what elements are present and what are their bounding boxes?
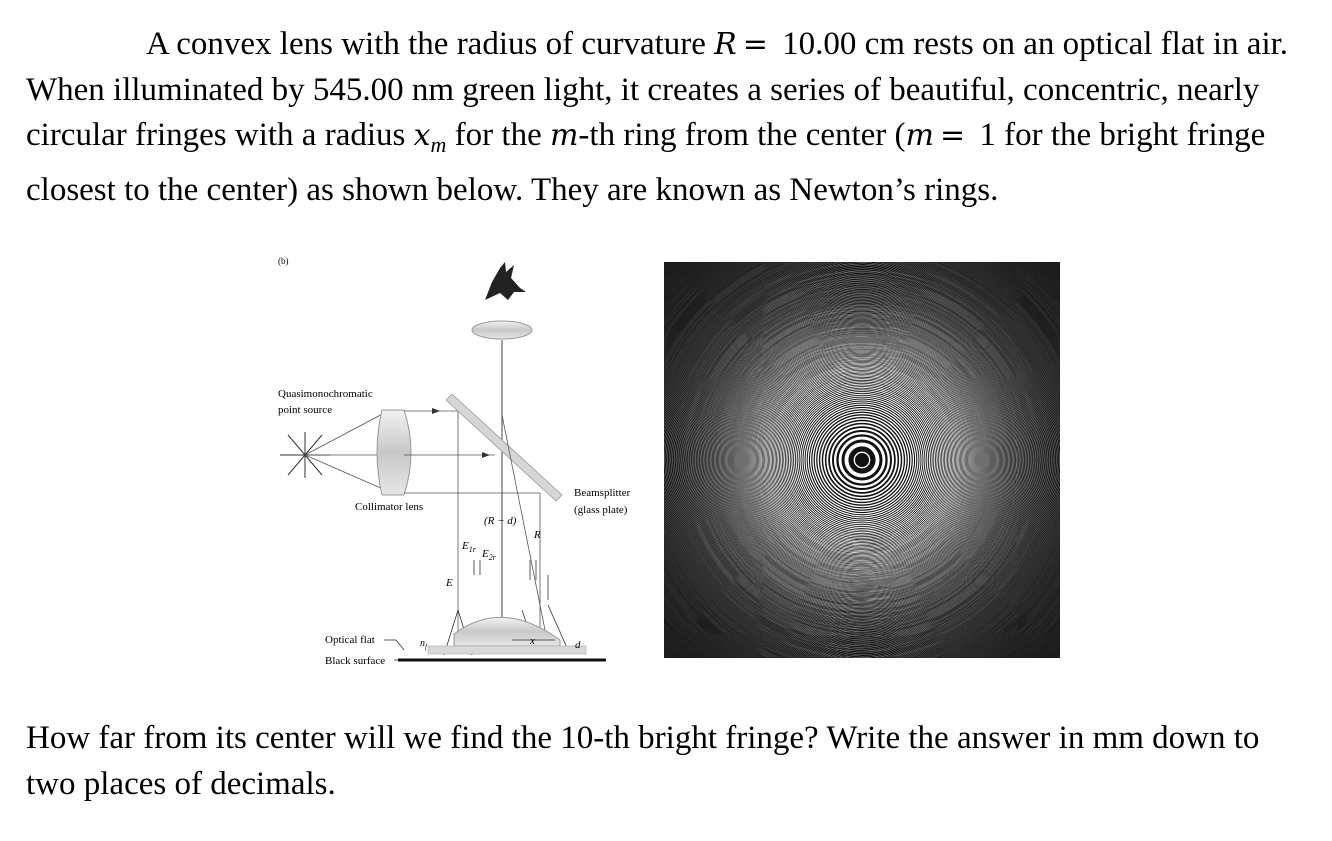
- newton-rings-setup-diagram: [268, 250, 648, 670]
- source-label-2: point source: [278, 404, 333, 416]
- optical-flat: [428, 646, 586, 654]
- fringe-radius-symbol: x: [413, 118, 431, 153]
- svg-text:nf: $n_f$: [420, 638, 427, 651]
- optical-flat-label: Optical flat: [325, 634, 375, 646]
- radius-symbol: R: [714, 27, 737, 62]
- r-label: R: [534, 529, 541, 541]
- beamsplitter-label-1: Beamsplitter: [574, 487, 631, 499]
- central-dark-spot: [855, 453, 869, 467]
- nf-label: n: [420, 638, 425, 649]
- e-label: E: [446, 577, 453, 589]
- e1r-label: E: [462, 540, 469, 552]
- beamsplitter-label-2: (glass plate): [574, 504, 628, 516]
- source-label-1: Quasimonochromatic: [278, 388, 373, 400]
- panel-label: (b): [278, 256, 289, 266]
- svg-text:E1r: $E_{1r}$: [462, 540, 476, 554]
- x-label: x: [530, 635, 535, 647]
- e2r-label: E: [482, 548, 489, 560]
- eyepiece-lens: [472, 321, 532, 339]
- newton-rings-image: [664, 262, 1060, 658]
- d-label: d: [575, 639, 581, 651]
- black-surface-label: Black surface: [325, 655, 386, 667]
- problem-question: How far from its center will we find the 10-th bright fringe? Write the answer in mm down to two places of decimals.: [26, 720, 1260, 802]
- problem-intro: A convex lens with the radius of curvature R = 10.00 cm rests on an optical flat in air. When illuminated by 545.00 nm green light, it creates a series of beautiful, concentric, nearly circular fringes with a radius $x_m$ for the m-th ring from the center (m = 1 for the bright fringe closest to the center) as shown below. They are known as Newton’s rings.: [26, 26, 1289, 208]
- collimator-lens: [377, 410, 411, 495]
- r-minus-d-label: (R − d): [484, 515, 517, 527]
- collimator-label: Collimator lens: [355, 501, 424, 513]
- eye-icon: [485, 262, 526, 300]
- beamsplitter-plate: [446, 394, 562, 501]
- plano-convex-lens: [454, 617, 560, 646]
- svg-text:E2r: $E_{2r}$: [482, 548, 496, 562]
